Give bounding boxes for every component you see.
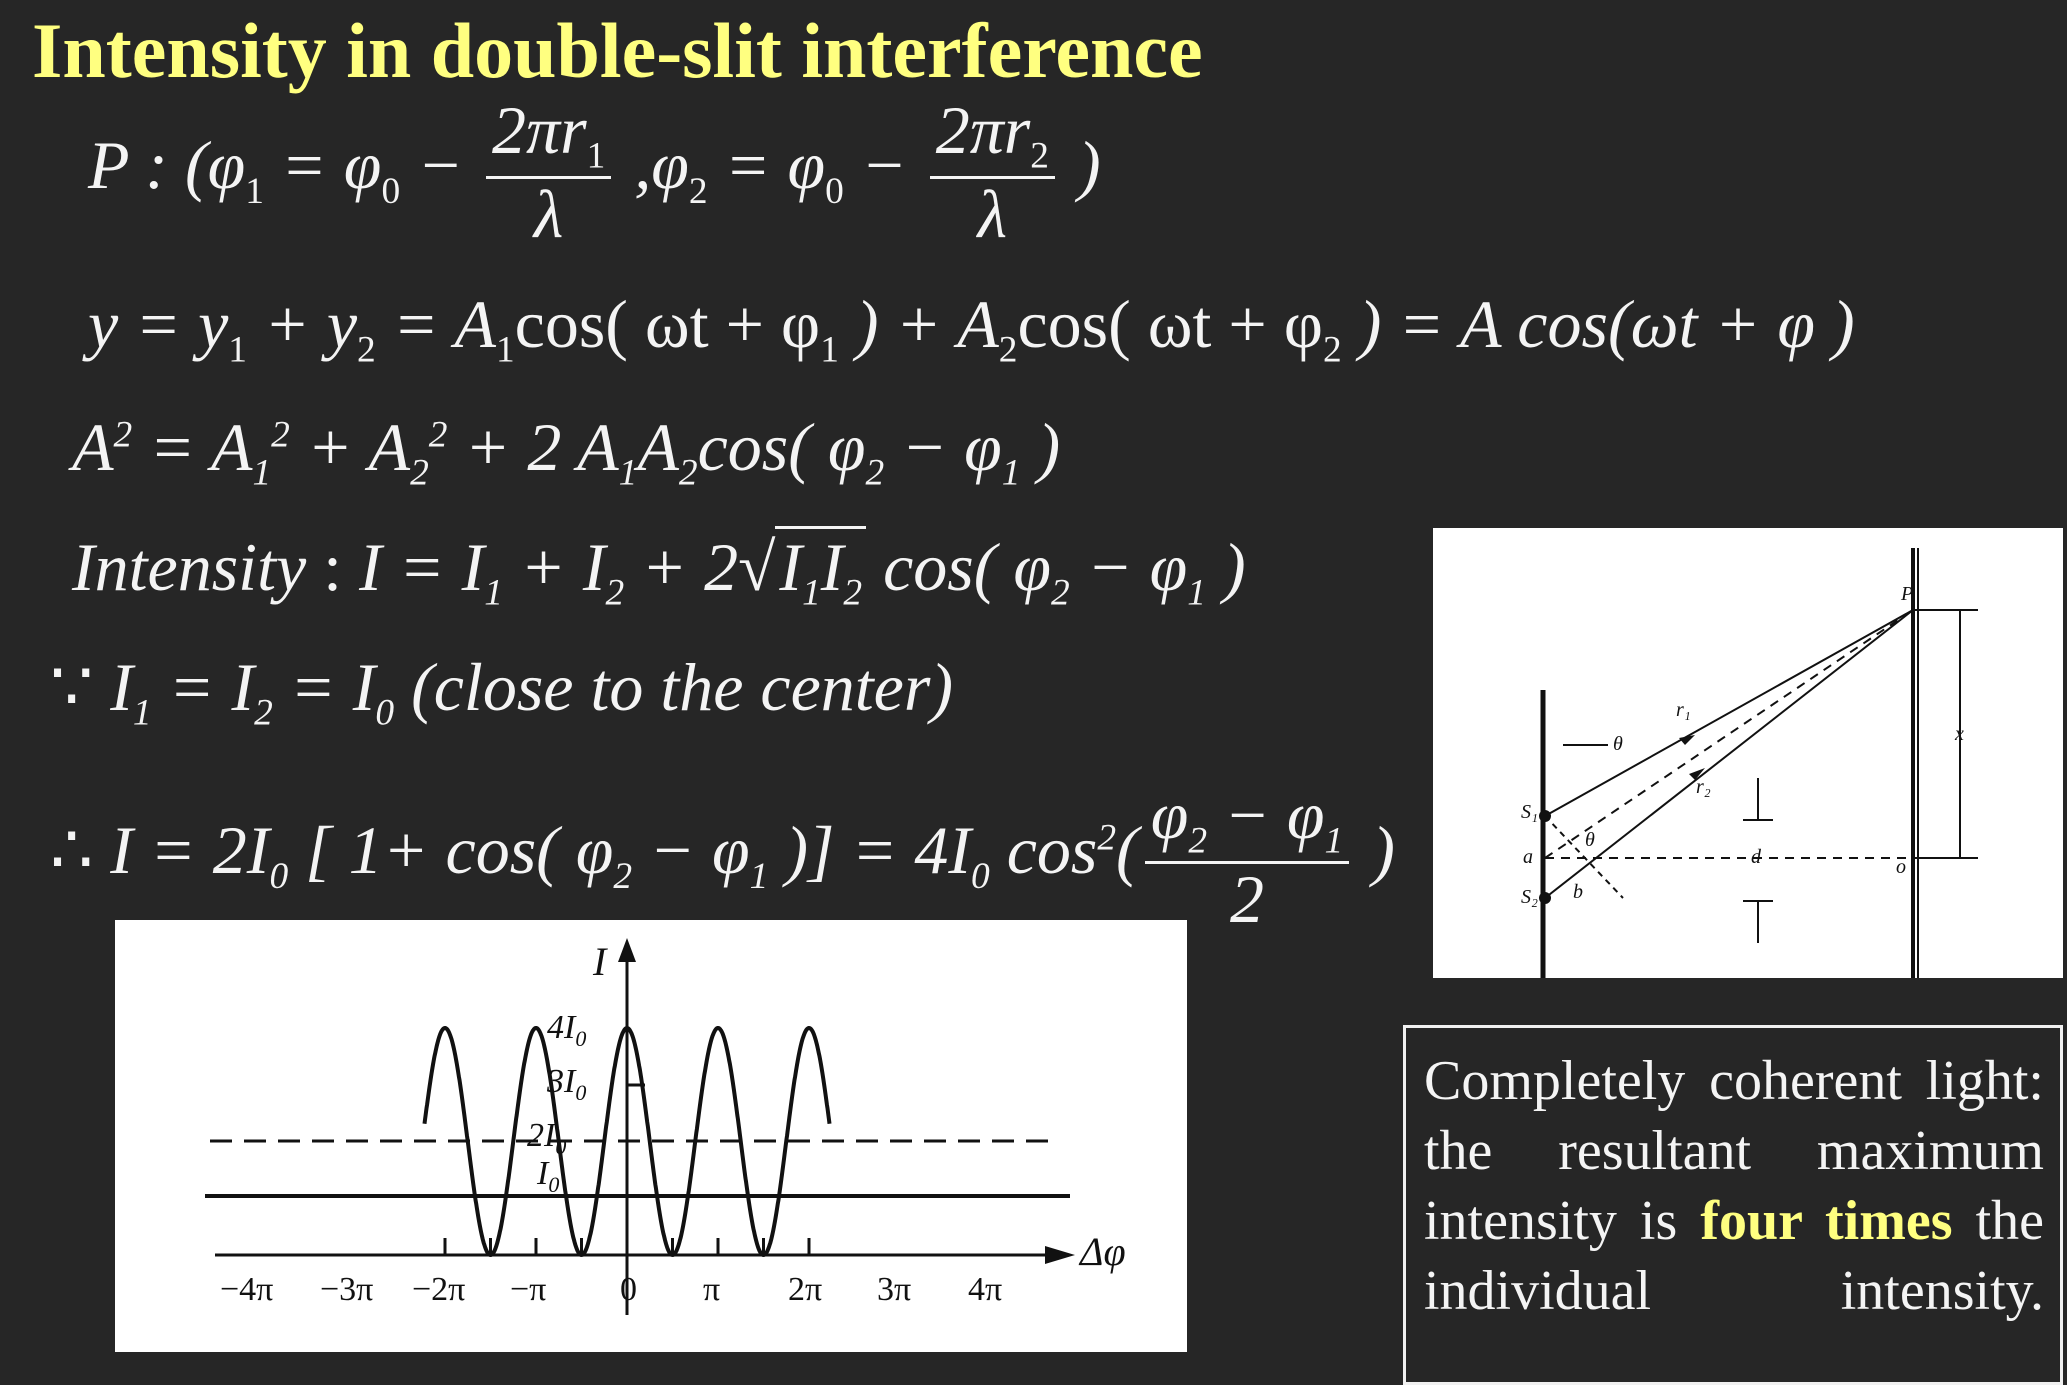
slit-s2 <box>1539 892 1551 904</box>
fraction-phase-difference-over-2: $\frac{\varphi_2 - \varphi_1}{2}$ <box>1145 780 1350 935</box>
d-label: d <box>1751 846 1761 868</box>
because-equation: ∵ $I_1 = I_2 = I_0$ (close to the center) <box>50 649 953 734</box>
r2-label: r₂ <box>1696 776 1711 798</box>
intensity-equation: Intensity : $I = I_1 + I_2 + 2√I_1I_2$ cos( $\varphi_2 - \varphi_1$ ) <box>72 528 1246 615</box>
slit-s1 <box>1539 810 1551 822</box>
x-tick-pi: π <box>703 1271 721 1308</box>
intensity-graph <box>115 920 1187 1352</box>
fraction-2pi-r2-over-lambda: $\frac{2\pi r_2}{\lambda}$ <box>930 95 1055 250</box>
therefore-symbol: ∴ <box>50 812 94 889</box>
s2-label: S₂ <box>1521 886 1538 908</box>
amplitude-equation: $A^2 = A_1^2 + A_2^2 + 2$ $A_1A_2\cos$( $\varphi_2 - \varphi_1$ ) <box>72 409 1061 494</box>
x-axis-arrow <box>1045 1246 1075 1264</box>
x-tick-neg2pi: −2π <box>412 1271 466 1308</box>
highlight-four-times: four times <box>1700 1190 1953 1252</box>
x-tick-4pi: 4π <box>968 1271 1003 1308</box>
y-tick-i0: $I_0$ <box>537 1155 560 1197</box>
y-tick-4i0: $4I_0$ <box>547 1009 587 1051</box>
y-axis-arrow <box>618 938 636 962</box>
y-axis-label: I <box>593 939 607 984</box>
ray-r1 <box>1545 610 1913 816</box>
o-label: o <box>1896 856 1906 878</box>
double-slit-diagram-panel <box>1433 528 2063 978</box>
x-tick-3pi: 3π <box>877 1271 912 1308</box>
y-tick-2i0: $2I_0$ <box>527 1117 567 1159</box>
square-root: $I_1I_2$ <box>775 526 866 605</box>
intensity-graph-panel <box>115 920 1187 1352</box>
theta-label: θ <box>1613 733 1623 755</box>
b-label: b <box>1573 881 1583 903</box>
y-tick-3i0: $3I_0$ <box>547 1063 587 1105</box>
theta-angle-label: θ <box>1585 829 1595 851</box>
superposition-equation: $y = y_1 + y_2 = A_1\cos$( $\omega t + \varphi_1$ ) + $A_2\cos$( $\omega t + \varphi_2$ ) = A cos(ωt + φ ) <box>88 286 1855 371</box>
double-slit-diagram <box>1433 528 2063 978</box>
ray-r2 <box>1545 610 1913 898</box>
x-tick-neg4pi: −4π <box>220 1271 274 1308</box>
x-tick-zero: 0 <box>620 1271 637 1308</box>
x-tick-neg3pi: −3π <box>320 1271 374 1308</box>
fraction-2pi-r1-over-lambda: $\frac{2\pi r_1}{\lambda}$ <box>486 95 611 250</box>
x-label: x <box>1955 723 1964 745</box>
slide-title: Intensity in double-slit interference <box>32 7 1203 94</box>
phase-equation: P : ($\varphi_1 = \varphi_0$ − $\frac{2\pi r_1}{\lambda}$ $,\varphi_2 = \varphi_0$ − $\frac{2\pi r_2}{\lambda}$ ) <box>88 92 1101 252</box>
x-axis-label: Δφ <box>1080 1229 1126 1274</box>
coherent-light-note: Completely coherent light: the resultant maximum intensity is four times the individual intensity. <box>1403 1025 2063 1385</box>
point-p-label: P <box>1901 583 1914 605</box>
because-symbol: ∵ <box>50 649 94 725</box>
x-tick-2pi: 2π <box>788 1271 823 1308</box>
r1-label: r₁ <box>1676 699 1691 721</box>
x-tick-negpi: −π <box>510 1271 547 1308</box>
x-tick-labels <box>220 1271 1002 1308</box>
s1-label: S₁ <box>1521 801 1538 823</box>
result-equation: ∴ $I = 2I_0$ [ 1+ cos( $\varphi_2 - \varphi_1$ )] = $4I_0$ $\cos^2$( $\frac{\varphi_2 - \varphi_1}{2}$ ) <box>50 777 1395 937</box>
a-label: a <box>1523 846 1533 868</box>
center-ray <box>1545 610 1913 858</box>
ray-r1-arrow <box>1679 735 1695 745</box>
